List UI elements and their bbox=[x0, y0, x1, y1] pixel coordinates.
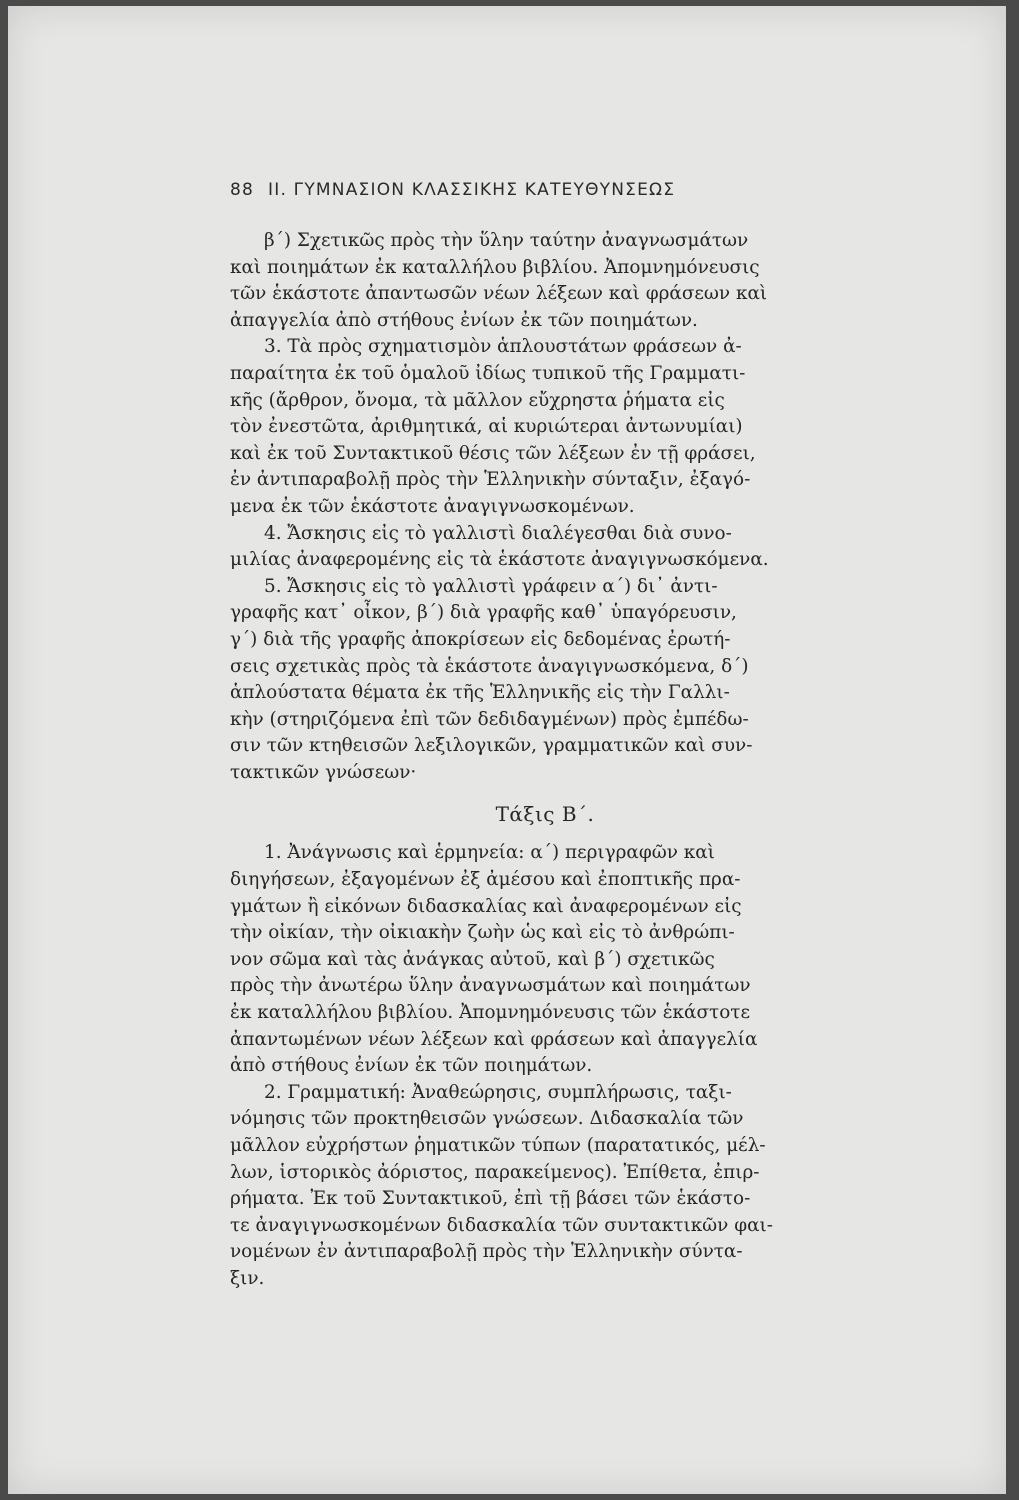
body-text bbox=[230, 228, 860, 1293]
running-header bbox=[230, 180, 830, 200]
text-line: τῶν ἑκάστοτε ἀπαντωσῶν νέων λέξεων καὶ φράσεων καὶ bbox=[230, 283, 768, 305]
text-line: ρήματα. Ἐκ τοῦ Συντακτικοῦ, ἐπὶ τῇ βάσει τῶν ἑκάστο- bbox=[230, 1188, 751, 1210]
text-line: γμάτων ἢ εἰκόνων διδασκαλίας καὶ ἀναφερομένων εἰς bbox=[230, 895, 742, 917]
text-line: τε ἀναγιγνωσκομένων διδασκαλία τῶν συντακτικῶν φαι- bbox=[230, 1214, 773, 1236]
text-line: 1. Ἀνάγνωσις καὶ ἑρμηνεία: α΄) περιγραφῶν καὶ bbox=[264, 842, 715, 864]
text-line: μενα ἐκ τῶν ἑκάστοτε ἀναγιγνωσκομένων. bbox=[230, 495, 635, 517]
paragraph-4 bbox=[230, 521, 860, 574]
text-line: νον σῶμα καὶ τὰς ἀνάγκας αὐτοῦ, καὶ β΄) σχετικῶς bbox=[230, 948, 715, 970]
text-line: 5. Ἄσκησις εἰς τὸ γαλλιστὶ γράφειν α΄) δι᾽ ἀντι- bbox=[264, 575, 718, 597]
text-line: καὶ ἐκ τοῦ Συντακτικοῦ θέσις τῶν λέξεων ἐν τῇ φράσει, bbox=[230, 442, 756, 464]
text-line: β΄) Σχετικῶς πρὸς τὴν ὕλην ταύτην ἀναγνωσμάτων bbox=[264, 230, 749, 251]
text-line: 4. Ἄσκησις εἰς τὸ γαλλιστὶ διαλέγεσθαι διὰ συνο- bbox=[264, 522, 732, 544]
text-line: ἐν ἀντιπαραβολῇ πρὸς τὴν Ἑλληνικὴν σύνταξιν, ἐξαγό- bbox=[230, 469, 751, 491]
text-line: σεις σχετικὰς πρὸς τὰ ἑκάστοτε ἀναγιγνωσκόμενα, δ΄) bbox=[230, 655, 749, 677]
text-line: καὶ ποιημάτων ἐκ καταλλήλου βιβλίου. Ἀπομνημόνευσις bbox=[230, 256, 760, 278]
text-line: ἁπλούστατα θέματα ἐκ τῆς Ἑλληνικῆς εἰς τὴν Γαλλι- bbox=[230, 682, 730, 704]
text-line: λων, ἱστορικὸς ἀόριστος, παρακείμενος). Ἐπίθετα, ἐπιρ- bbox=[230, 1161, 760, 1183]
paragraph-b bbox=[230, 228, 860, 334]
text-line: ἀπαγγελία ἀπὸ στήθους ἐνίων ἐκ τῶν ποιημάτων. bbox=[230, 309, 698, 331]
text-line: μᾶλλον εὐχρήστων ῥηματικῶν τύπων (παρατατικός, μέλ- bbox=[230, 1135, 766, 1156]
text-line: τακτικῶν γνώσεων· bbox=[230, 761, 417, 783]
text-line: πρὸς τὴν ἀνωτέρω ὕλην ἀναγνωσμάτων καὶ ποιημάτων bbox=[230, 975, 751, 997]
text-line: ἐκ καταλλήλου βιβλίου. Ἀπομνημόνευσις τῶν ἑκάστοτε bbox=[230, 1002, 750, 1024]
text-line: ἀπὸ στήθους ἐνίων ἐκ τῶν ποιημάτων. bbox=[230, 1055, 593, 1077]
book-page bbox=[8, 6, 1006, 1494]
text-line: κὴν (στηριζόμενα ἐπὶ τῶν δεδιδαγμένων) πρὸς ἐμπέδω- bbox=[230, 708, 749, 730]
paragraph-3 bbox=[230, 334, 860, 520]
text-line: τὸν ἐνεστῶτα, ἀριθμητικά, αἱ κυριώτεραι ἀντωνυμίαι) bbox=[230, 416, 743, 438]
page-number: 88 bbox=[230, 180, 255, 200]
paragraph-5 bbox=[230, 574, 860, 787]
running-title: II. ΓΥΜΝΑΣΙΟΝ ΚΛΑΣΣΙΚΗΣ ΚΑΤΕΥΘΥΝΣΕΩΣ bbox=[268, 180, 676, 200]
section-title: Τάξις Β΄. bbox=[495, 802, 595, 827]
text-line: νόμησις τῶν προκτηθεισῶν γνώσεων. Διδασκαλία τῶν bbox=[230, 1108, 744, 1130]
paragraph-2 bbox=[230, 1080, 860, 1293]
text-line: κῆς (ἄρθρον, ὄνομα, τὰ μᾶλλον εὔχρηστα ῥήματα εἰς bbox=[230, 389, 725, 411]
text-line: γ΄) διὰ τῆς γραφῆς ἀποκρίσεων εἰς δεδομένας ἐρωτή- bbox=[230, 628, 731, 650]
paragraph-1 bbox=[230, 840, 860, 1079]
text-line: μιλίας ἀναφερομένης εἰς τὰ ἑκάστοτε ἀναγιγνωσκόμενα. bbox=[230, 549, 769, 571]
text-line: 2. Γραμματική: Ἀναθεώρησις, συμπλήρωσις, ταξι- bbox=[264, 1081, 732, 1103]
text-line: ξιν. bbox=[230, 1267, 265, 1289]
text-line: παραίτητα ἐκ τοῦ ὁμαλοῦ ἰδίως τυπικοῦ τῆς Γραμματι- bbox=[230, 362, 746, 384]
text-line: σιν τῶν κτηθεισῶν λεξιλογικῶν, γραμματικῶν καὶ συν- bbox=[230, 735, 753, 757]
text-line: 3. Τὰ πρὸς σχηματισμὸν ἁπλουστάτων φράσεων ἀ- bbox=[264, 336, 742, 358]
text-line: διηγήσεων, ἐξαγομένων ἐξ ἀμέσου καὶ ἐποπτικῆς πρα- bbox=[230, 869, 741, 891]
text-line: γραφῆς κατ᾽ οἶκον, β΄) διὰ γραφῆς καθ᾽ ὑπαγόρευσιν, bbox=[230, 602, 737, 624]
text-line: ἀπαντωμένων νέων λέξεων καὶ φράσεων καὶ ἀπαγγελία bbox=[230, 1028, 758, 1050]
text-line: νομένων ἐν ἀντιπαραβολῇ πρὸς τὴν Ἑλληνικὴν σύντα- bbox=[230, 1241, 743, 1263]
text-line: τὴν οἰκίαν, τὴν οἰκιακὴν ζωὴν ὡς καὶ εἰς τὸ ἀνθρώπι- bbox=[230, 922, 735, 944]
